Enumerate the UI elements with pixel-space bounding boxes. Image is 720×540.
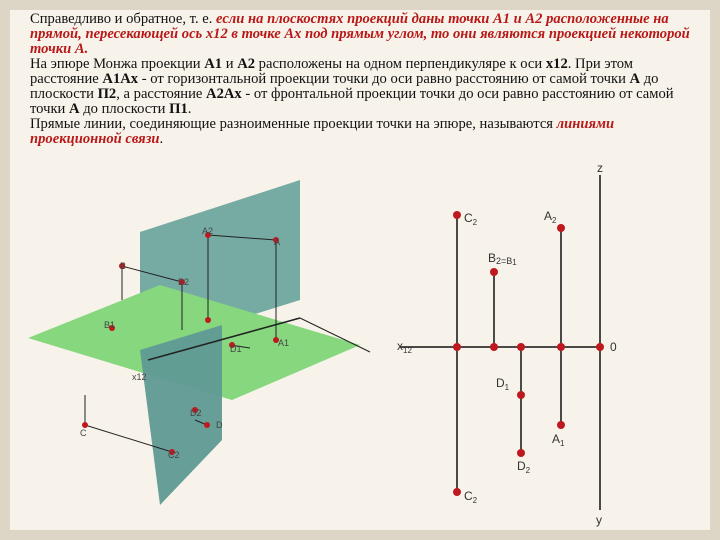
- label-d2: $D_2$: [517, 459, 531, 475]
- p3-highlight: линиями проекционной связи: [30, 116, 615, 147]
- p2-x12: x12: [545, 56, 568, 72]
- point-a2-epure: [557, 224, 565, 232]
- p2-text-i: - от горизонтальной проекции точки до оси равно расстоянию от самой точки: [138, 71, 630, 87]
- label-z: z: [597, 161, 603, 175]
- p2-text-c: и: [222, 56, 238, 72]
- label-x12: $x_{12}$: [397, 339, 412, 355]
- label-y: y: [596, 513, 602, 527]
- p2-a1: A1: [204, 56, 223, 72]
- p2-text-s: .: [187, 101, 192, 117]
- point-a1-epure: [557, 421, 565, 429]
- label-d: D: [216, 420, 223, 430]
- label-d1-3d: D1: [230, 344, 242, 354]
- epure-points: [453, 211, 604, 496]
- p2-text-q: до плоскости: [79, 101, 170, 117]
- p2-text-m: , а расстояние: [116, 86, 207, 102]
- p1-highlight: если на плоскостях проекций даны точки A1 и A2 расположенные на прямой, пересекающей ось x12 в точке Ax под прямым углом, то они являются проекцией некоторой точки A.: [30, 11, 690, 57]
- p2-a-2: A: [69, 101, 80, 117]
- p2-a2ax: A2Ax: [206, 86, 242, 102]
- point-ax-epure: [557, 343, 565, 351]
- p2-text-g: . При этом расстояние: [30, 56, 634, 87]
- p2-text-a: На эпюре Монжа проекции: [30, 56, 205, 72]
- point-dx-epure: [517, 343, 525, 351]
- point-origin-epure: [596, 343, 604, 351]
- point-b2b1-epure: [490, 268, 498, 276]
- p2-text-o: - от фронтальной проекции точки до оси равно расстоянию от самой точки: [30, 86, 674, 117]
- label-a2: $A_2$: [544, 209, 557, 225]
- label-b: B: [120, 261, 127, 271]
- point-d1-epure: [517, 391, 525, 399]
- label-c1: $C_2$: [464, 489, 478, 505]
- label-a1: $A_1$: [552, 432, 565, 448]
- p2-text-k: до плоскости: [30, 71, 659, 102]
- label-a: A: [274, 237, 281, 247]
- label-a1-3d: A1: [278, 338, 290, 348]
- point-d2-epure: [517, 449, 525, 457]
- p2-a: A: [629, 71, 641, 87]
- point-cx-epure: [453, 343, 461, 351]
- label-c: C: [80, 428, 87, 438]
- label-c2: $C_2$: [464, 211, 478, 227]
- label-a2-3d: A2: [202, 226, 214, 236]
- p3-text: Прямые линии, соединяющие разноименные проекции точки на эпюре, называются: [30, 116, 557, 132]
- label-origin: 0: [610, 340, 617, 354]
- p3-dot: .: [159, 131, 164, 147]
- p2-a2: A2: [237, 56, 256, 72]
- epure-labels: [397, 161, 617, 527]
- point-bx-epure: [490, 343, 498, 351]
- p2-p1: П1: [169, 101, 188, 117]
- label-d1: $D_1$: [496, 376, 510, 392]
- point-c1-epure: [453, 488, 461, 496]
- p2-a1ax: A1Ax: [102, 71, 139, 87]
- label-d2-3d: D2: [190, 408, 202, 418]
- p2-p2: П2: [97, 86, 117, 102]
- label-b2-3d: B2: [178, 277, 190, 287]
- p2-text-e: расположены на одном перпендикуляре к оси: [255, 56, 546, 72]
- label-b1-3d: B1: [104, 320, 116, 330]
- p1-text: Справедливо и обратное, т. е.: [30, 11, 217, 27]
- label-b2b1: B2=B1: [488, 251, 517, 267]
- point-c2-epure: [453, 211, 461, 219]
- label-c2-3d: C2: [168, 450, 180, 460]
- label-x12-3d: x12: [132, 372, 147, 382]
